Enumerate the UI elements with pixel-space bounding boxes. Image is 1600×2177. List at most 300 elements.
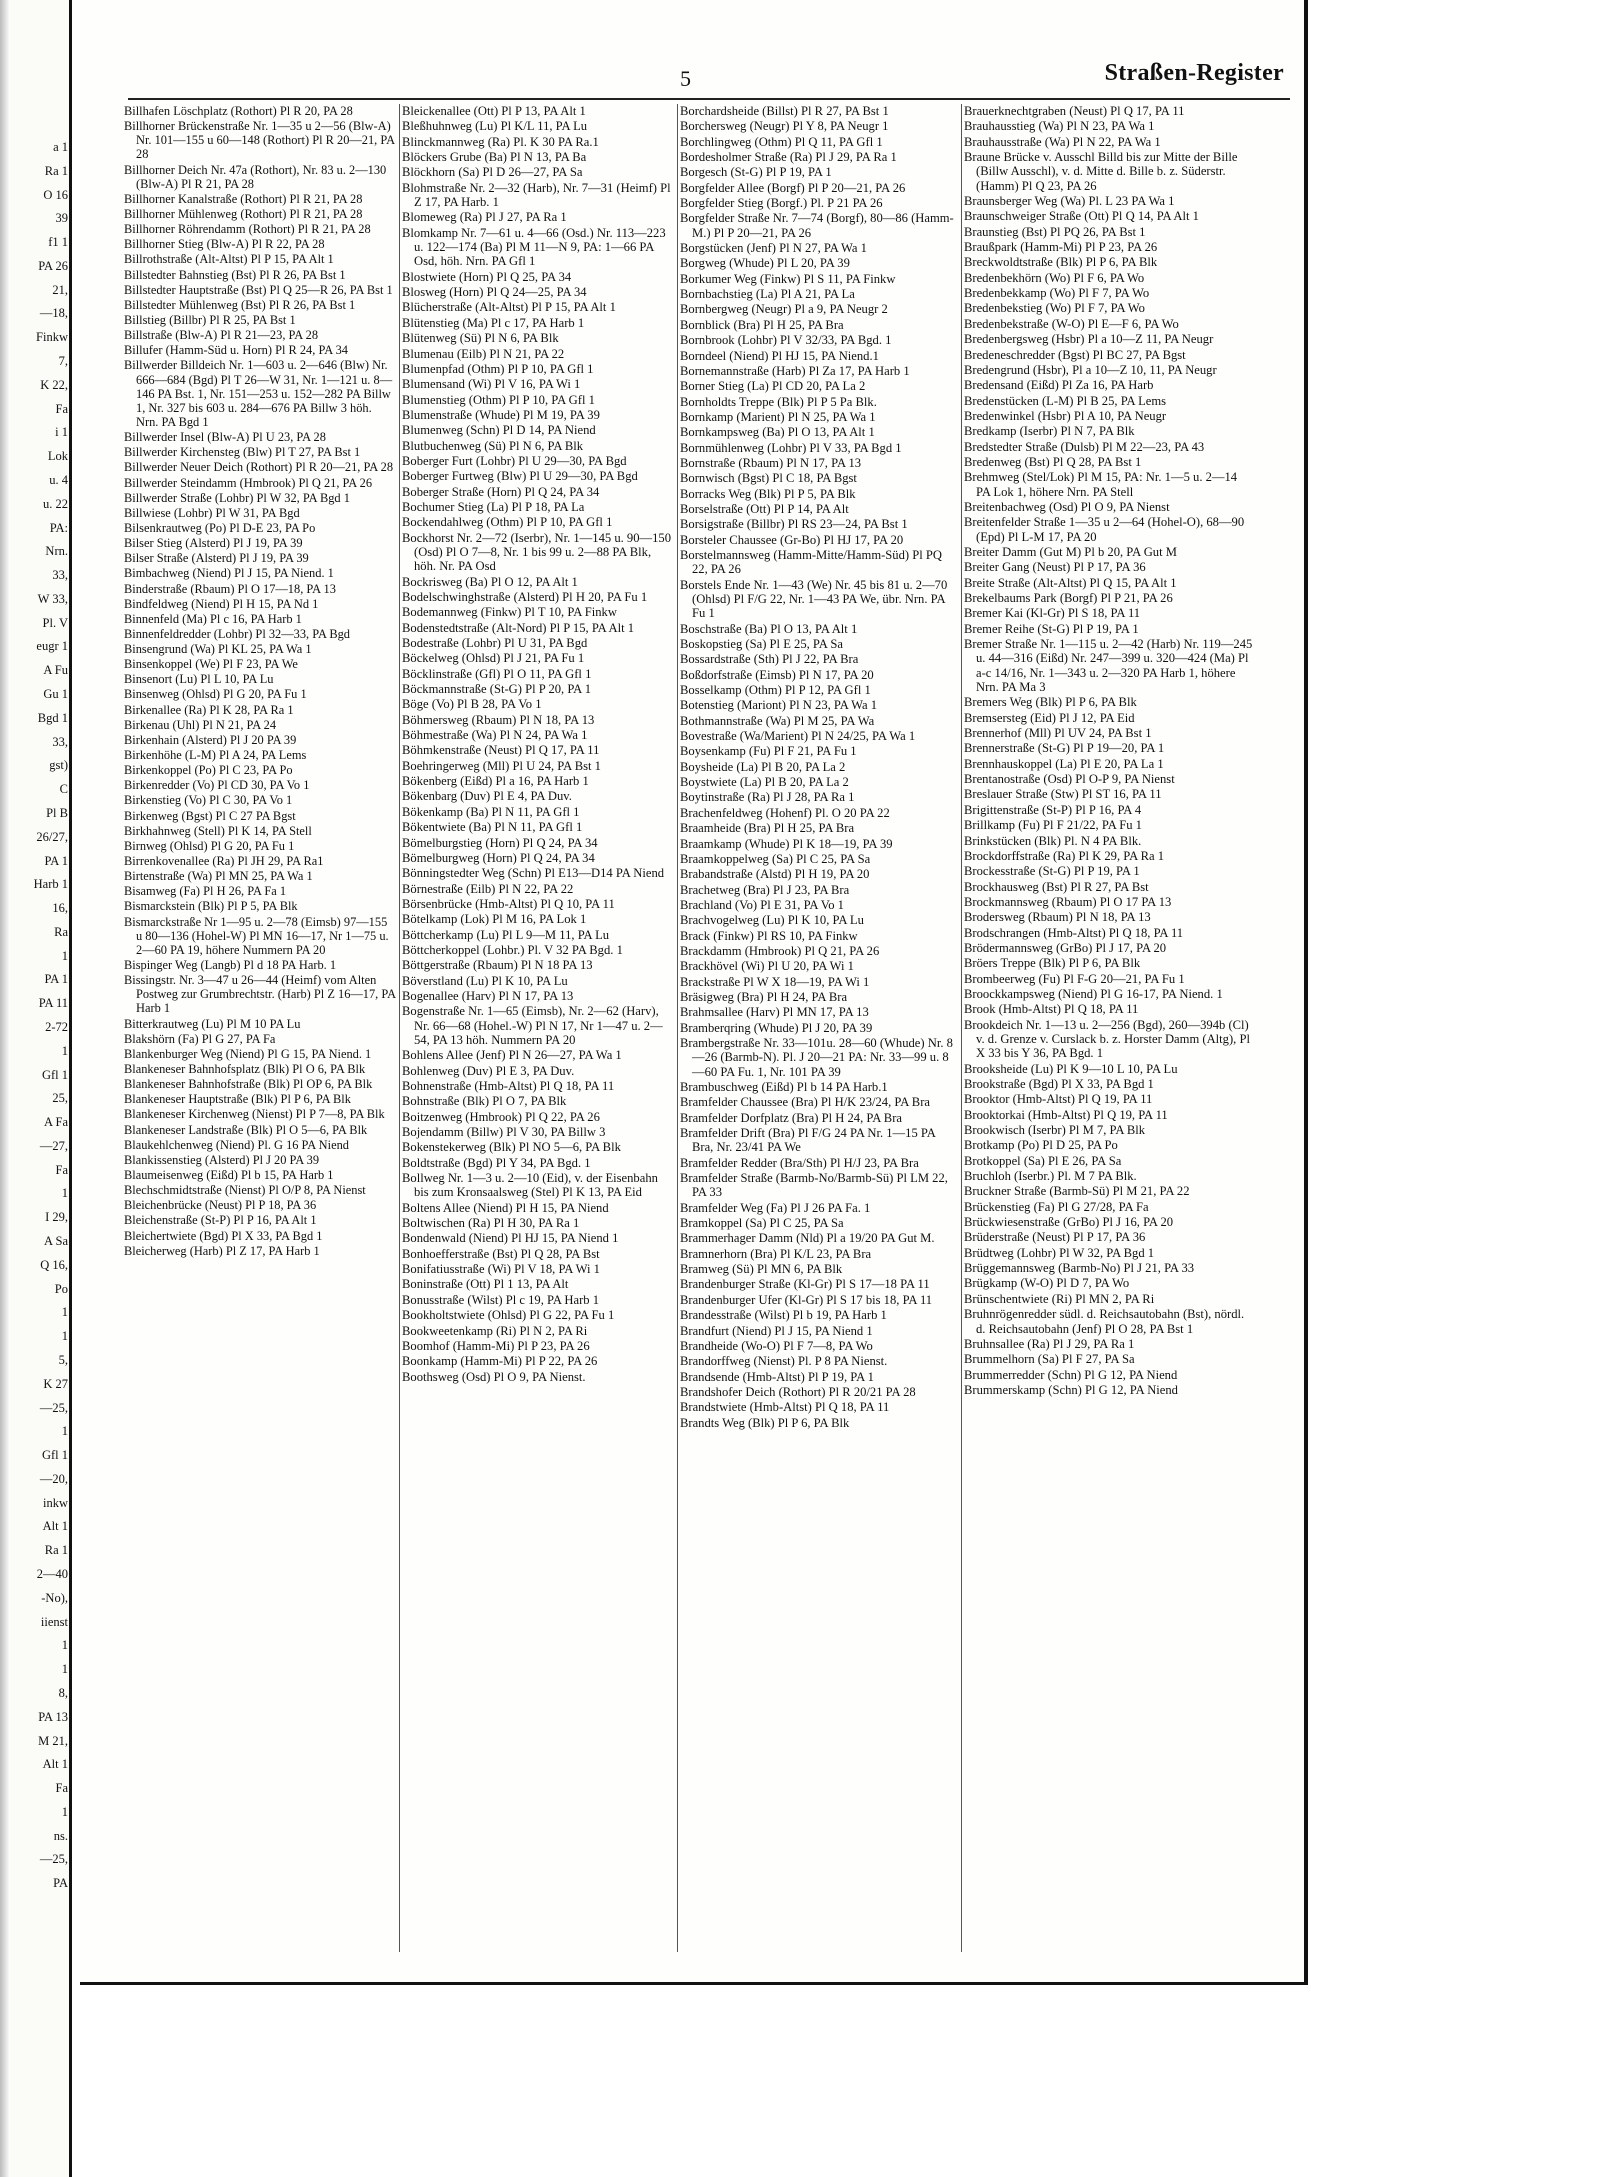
street-entry: Bornstraße (Rbaum) Pl N 17, PA 13 (680, 455, 862, 470)
adjacent-text-fragment: 2-72 (45, 1020, 68, 1034)
street-entry: Bleickenallee (Ott) Pl P 13, PA Alt 1 (402, 104, 586, 118)
adjacent-text-fragment: O 16 (43, 187, 68, 202)
street-entry: Boldtstraße (Bgd) Pl Y 34, PA Bgd. 1 (402, 1155, 591, 1170)
street-entry: Binsenkoppel (We) Pl F 23, PA We (124, 657, 298, 672)
street-entry: Braunschweiger Straße (Ott) Pl Q 14, PA Alt 1 (964, 209, 1199, 224)
adjacent-text-fragment: C (59, 782, 68, 797)
adjacent-text-fragment: Pl B (46, 805, 68, 820)
adjacent-text-fragment: —25, (39, 1400, 68, 1415)
street-entry: Böcklinstraße (Gfl) Pl O 11, PA Gfl 1 (402, 666, 592, 681)
street-entry: Borselstraße (Ott) Pl P 14, PA Alt (680, 501, 849, 516)
adjacent-text-fragment: inkw (43, 1495, 68, 1510)
adjacent-text-fragment: PA 1 (44, 972, 68, 987)
street-entry: Bornholdts Treppe (Blk) Pl P 5 Pa Blk. (680, 394, 877, 409)
street-entry: Brodersweg (Rbaum) Pl N 18, PA 13 (964, 910, 1151, 925)
street-entry: Blostwiete (Horn) Pl Q 25, PA 34 (402, 269, 572, 284)
street-entry: Brüderstraße (Neust) Pl P 17, PA 36 (964, 1230, 1146, 1245)
street-entry: Bossardstraße (Sth) Pl J 22, PA Bra (680, 652, 859, 667)
adjacent-text-fragment: Harb 1 (33, 877, 68, 892)
adjacent-text-fragment: Nrn. (45, 544, 68, 559)
street-entry: Blohmstraße Nr. 2—32 (Harb), Nr. 7—31 (Heimf) Pl Z 17, PA Harb. 1 (402, 180, 671, 210)
street-entry: Breitenbachweg (Osd) Pl O 9, PA Nienst (964, 499, 1170, 514)
street-entry: Blankeneser Bahnhofstraße (Blk) Pl OP 6, PA Blk (124, 1077, 373, 1092)
street-entry: Brachvogelweg (Lu) Pl K 10, PA Lu (680, 913, 864, 928)
adjacent-text-fragment: PA: (49, 520, 68, 535)
adjacent-text-fragment: PA 11 (38, 996, 68, 1011)
street-entry: Bönningstedter Weg (Schn) Pl E13—D14 PA Niend (402, 866, 665, 881)
street-entry: Brügkamp (W-O) Pl D 7, PA Wo (964, 1276, 1130, 1291)
street-entry: Borgesch (St-G) Pl P 19, PA 1 (680, 165, 832, 180)
adjacent-text-fragment: A Fu (43, 663, 68, 678)
street-entry: Bramnerhorn (Bra) Pl K/L 23, PA Bra (680, 1246, 872, 1261)
street-entry: Blumenstraße (Whude) Pl M 19, PA 39 (402, 407, 600, 422)
register-page (80, 0, 1308, 1985)
street-entry: Brodschrangen (Hmb-Altst) Pl Q 18, PA 11 (964, 925, 1184, 940)
street-entry: Bodelschwinghstraße (Alsterd) Pl H 20, PA Fu 1 (402, 590, 648, 604)
street-entry: Brauhausstraße (Wa) Pl N 22, PA Wa 1 (964, 134, 1161, 149)
binding-shadow (0, 0, 10, 2177)
street-entry: Bimbachweg (Niend) Pl J 15, PA Niend. 1 (124, 566, 334, 581)
street-entry: Bismarckstein (Blk) Pl P 5, PA Blk (124, 899, 298, 914)
street-entry: Borstelmannsweg (Hamm-Mitte/Hamm-Süd) Pl PQ 22, PA 26 (680, 547, 942, 577)
adjacent-text-fragment: u. 22 (43, 496, 68, 511)
street-entry: Brünschentwiete (Ri) Pl MN 2, PA Ri (964, 1291, 1155, 1306)
street-entry: Billwerder Billdeich Nr. 1—603 u. 2—646 (Blw) Nr. 666—684 (Bgd) Pl T 26—W 31, Nr. 1—121 u. 8—146 PA Bst. 1, Nr. 151—253 u. 152—282 PA Billw 1, Nr. 327 bis 603 u. 284—676 PA Billw 3 höh. Nrn. PA Bgd 1 (124, 358, 393, 429)
street-entry: Bleicherweg (Harb) Pl Z 17, PA Harb 1 (124, 1243, 320, 1258)
street-entry: Bogenallee (Harv) Pl N 17, PA 13 (402, 988, 574, 1003)
street-entry: Börnestraße (Eilb) Pl N 22, PA 22 (402, 881, 574, 896)
adjacent-text-fragment: PA 26 (38, 258, 68, 273)
street-entry: Borchersweg (Neugr) Pl Y 8, PA Neugr 1 (680, 119, 889, 134)
street-entry: Blumenstieg (Othm) Pl P 10, PA Gfl 1 (402, 392, 595, 407)
adjacent-text-fragment: W 33, (37, 591, 68, 606)
street-entry: Brandheide (Wo-O) Pl F 7—8, PA Wo (680, 1338, 873, 1353)
adjacent-text-fragment: 1 (61, 1329, 68, 1344)
adjacent-text-fragment: 16, (52, 901, 68, 916)
street-entry: Boßdorfstraße (Eimsb) Pl N 17, PA 20 (680, 667, 874, 682)
adjacent-text-fragment: —20, (39, 1471, 68, 1486)
street-entry: Bruchloh (Iserbr.) Pl. M 7 PA Blk. (964, 1169, 1137, 1184)
street-entry: Brüdtweg (Lohbr) Pl W 32, PA Bgd 1 (964, 1245, 1155, 1260)
street-entry: Brandenburger Straße (Kl-Gr) Pl S 17—18 PA 11 (680, 1277, 930, 1292)
street-entry: Billhafen Löschplatz (Rothort) Pl R 20, PA 28 (124, 104, 353, 118)
street-entry: Breiter Gang (Neust) Pl P 17, PA 36 (964, 560, 1146, 575)
street-entry: Blutbuchenweg (Sü) Pl N 6, PA Blk (402, 438, 584, 453)
street-entry: Billwerder Insel (Blw-A) Pl U 23, PA 28 (124, 430, 326, 445)
street-entry: Brackstraße Pl W X 18—19, PA Wi 1 (680, 974, 870, 989)
adjacent-text-fragment: 21, (52, 282, 68, 297)
street-entry: Böttgerstraße (Rbaum) Pl N 18 PA 13 (402, 958, 593, 973)
adjacent-text-fragment: Fa (55, 401, 68, 416)
adjacent-text-fragment: Q 16, (40, 1257, 68, 1272)
adjacent-text-fragment: Alt 1 (42, 1757, 68, 1772)
street-entry: Blütenweg (Sü) Pl N 6, PA Blk (402, 331, 559, 346)
street-entry: Brandstwiete (Hmb-Altst) Pl Q 18, PA 11 (680, 1400, 890, 1415)
street-entry: Brandshofer Deich (Rothort) Pl R 20/21 PA 28 (680, 1384, 916, 1399)
adjacent-text-fragment: 1 (61, 1662, 68, 1677)
street-entry: Borchardsheide (Billst) Pl R 27, PA Bst 1 (680, 104, 889, 118)
street-entry: Birkenkoppel (Po) Pl C 23, PA Po (124, 763, 293, 778)
street-entry: Billstedter Bahnstieg (Bst) Pl R 26, PA Bst 1 (124, 267, 346, 282)
adjacent-text-fragment: Ra 1 (44, 163, 68, 178)
street-entry: Bökentwiete (Ba) Pl N 11, PA Gfl 1 (402, 820, 583, 835)
adjacent-text-fragment: Finkw (36, 330, 68, 345)
street-entry: Brinkstücken (Blk) Pl. N 4 PA Blk. (964, 833, 1142, 848)
street-entry: Boberger Furt (Lohbr) Pl U 29—30, PA Bgd (402, 453, 627, 468)
street-entry: Bilsenkrautweg (Po) Pl D-E 23, PA Po (124, 520, 316, 535)
street-entry: Bojendamm (Billw) Pl V 30, PA Billw 3 (402, 1125, 606, 1140)
street-entry: Blöckers Grube (Ba) Pl N 13, PA Ba (402, 150, 587, 165)
street-entry: Bredenweg (Bst) Pl Q 28, PA Bst 1 (964, 454, 1142, 469)
street-entry: Blomkamp Nr. 7—61 u. 4—66 (Osd.) Nr. 113—223 u. 122—174 (Ba) Pl M 11—N 9, PA: 1—66 PA Osd, höh. Nrn. PA Gfl 1 (402, 225, 666, 269)
street-entry: Brooktor (Hmb-Altst) Pl Q 19, PA 11 (964, 1092, 1153, 1107)
street-entry: Breitenfelder Straße 1—35 u 2—64 (Hohel-O), 68—90 (Epd) Pl L-M 17, PA 20 (964, 515, 1245, 544)
street-entry: Birkenhain (Alsterd) Pl J 20 PA 39 (124, 732, 297, 747)
adjacent-text-fragment: PA (53, 1876, 68, 1891)
street-entry: Borstels Ende Nr. 1—43 (We) Nr. 45 bis 81 u. 2—70 (Ohlsd) Pl F/G 22, Nr. 1—43 PA We, übr. Nrn. PA Fu 1 (680, 577, 948, 621)
adjacent-text-fragment: Pl. V (42, 615, 68, 630)
street-entry: Brookstraße (Bgd) Pl X 33, PA Bgd 1 (964, 1077, 1154, 1091)
adjacent-text-fragment: 1 (61, 1043, 68, 1058)
street-entry: Bodemannweg (Finkw) Pl T 10, PA Finkw (402, 605, 617, 620)
street-entry: Blütenstieg (Ma) Pl c 17, PA Harb 1 (402, 315, 585, 330)
street-entry: Bornwisch (Bgst) Pl C 18, PA Bgst (680, 471, 857, 486)
street-entry: Braamkamp (Whude) Pl K 18—19, PA 39 (680, 836, 893, 851)
street-entry: Bismarckstraße Nr 1—95 u. 2—78 (Eimsb) 97—155 u 80—136 (Hohel-W) Pl MN 16—17, Nr 1—75 u. 2—60 PA 19, höhere Nummern PA 20 (124, 914, 389, 957)
street-entry: Bruhnrögenredder südl. d. Reichsautobahn (Bst), nördl. d. Reichsautobahn (Jenf) Pl O 28, PA Bst 1 (964, 1307, 1245, 1336)
street-entry: Broockkampsweg (Niend) Pl G 16-17, PA Niend. 1 (964, 986, 1223, 1001)
street-entry: Bleichenstraße (St-P) Pl P 16, PA Alt 1 (124, 1213, 317, 1228)
adjacent-text-fragment: 1 (61, 948, 68, 963)
street-entry: Brambuschweg (Eißd) Pl b 14 PA Harb.1 (680, 1080, 888, 1094)
street-entry: Birkhahnweg (Stell) Pl K 14, PA Stell (124, 823, 312, 838)
street-entry: Borsteler Chaussee (Gr-Bo) Pl HJ 17, PA 20 (680, 532, 904, 547)
street-entry: Bremers Weg (Blk) Pl P 6, PA Blk (964, 695, 1137, 710)
street-entry: Blankeneser Landstraße (Blk) Pl O 5—6, PA Blk (124, 1122, 368, 1137)
adjacent-text-fragment: I 29, (45, 1210, 68, 1225)
street-entry: Böckmannstraße (St-G) Pl P 20, PA 1 (402, 682, 592, 697)
street-entry: Bramfelder Drift (Bra) Pl F/G 24 PA Nr. 1—15 PA Bra, Nr. 23/41 PA We (680, 1126, 936, 1155)
street-entry: Breslauer Straße (Stw) Pl ST 16, PA 11 (964, 787, 1162, 802)
street-entry: Brookdeich Nr. 1—13 u. 2—256 (Bgd), 260—394b (Cl) v. d. Grenze v. Curslack b. z. Horster Damm (Altg), Pl X 33 bis Y 36, PA Bgd. 1 (964, 1017, 1250, 1061)
column-divider (399, 104, 400, 1952)
street-entry: Boytinstraße (Ra) Pl J 28, PA Ra 1 (680, 790, 855, 805)
adjacent-text-fragment: —25, (39, 1852, 68, 1867)
street-entry: Boystwiete (La) Pl B 20, PA La 2 (680, 775, 849, 790)
street-entry: Bredenbekstraße (W-O) Pl E—F 6, PA Wo (964, 316, 1179, 331)
street-entry: Bremer Kai (Kl-Gr) Pl S 18, PA 11 (964, 606, 1141, 621)
street-entry: Brooksheide (Lu) Pl K 9—10 L 10, PA Lu (964, 1061, 1178, 1076)
street-entry: Bockhorst Nr. 2—72 (Iserbr), Nr. 1—145 u. 90—150 (Osd) Pl O 7—8, Nr. 1 bis 99 u. 2—88 PA Blk, höh. Nr. PA Osd (402, 530, 671, 574)
street-entry: Brandenburger Ufer (Kl-Gr) Pl S 17 bis 18, PA 11 (680, 1292, 933, 1307)
adjacent-text-fragment: M 21, (38, 1733, 68, 1748)
street-entry: Boninstraße (Ott) Pl 1 13, PA Alt (402, 1277, 569, 1292)
street-entry: Böttcherkamp (Lu) Pl L 9—M 11, PA Lu (402, 927, 610, 942)
street-entry: Billhorner Röhrendamm (Rothort) Pl R 21, PA 28 (124, 222, 371, 237)
street-entry: Brookwisch (Iserbr) Pl M 7, PA Blk (964, 1123, 1146, 1138)
street-entry: Braamheide (Bra) Pl H 25, PA Bra (680, 821, 855, 836)
street-entry: Bornbrook (Lohbr) Pl V 32/33, PA Bgd. 1 (680, 333, 892, 348)
street-entry: Borracks Weg (Blk) Pl P 5, PA Blk (680, 486, 856, 501)
street-entry: Bisamweg (Fa) Pl H 26, PA Fa 1 (124, 884, 287, 899)
street-entry: Breiter Damm (Gut M) Pl b 20, PA Gut M (964, 544, 1177, 559)
street-entry: Birtenstraße (Wa) Pl MN 25, PA Wa 1 (124, 869, 313, 884)
street-entry: Binsenweg (Ohlsd) Pl G 20, PA Fu 1 (124, 687, 307, 702)
adjacent-text-fragment: 1 (61, 1186, 68, 1201)
street-entry: Brambergstraße Nr. 33—101u. 28—60 (Whude) Nr. 8—26 (Barmb-N). Pl. J 20—21 PA: Nr. 33—99 u. 8—60 PA Fu. 1, Nr. 101 PA 39 (680, 1035, 953, 1079)
street-entry: Bredenbekstieg (Wo) Pl F 7, PA Wo (964, 301, 1145, 316)
street-entry: Bornblick (Bra) Pl H 25, PA Bra (680, 317, 844, 332)
street-entry: Billhorner Deich Nr. 47a (Rothort), Nr. 83 u. 2—130 (Blw-A) Pl R 21, PA 28 (124, 162, 387, 191)
street-entry: Borgweg (Whude) Pl L 20, PA 39 (680, 256, 850, 271)
register-column-2 (402, 104, 674, 1954)
street-entry: Bohnenstraße (Hmb-Altst) Pl Q 18, PA 11 (402, 1079, 615, 1093)
street-entry: Bornbachstieg (La) Pl A 21, PA La (680, 287, 855, 302)
street-entry: Brauhausstieg (Wa) Pl N 23, PA Wa 1 (964, 119, 1155, 134)
street-entry: Brooktorkai (Hmb-Altst) Pl Q 19, PA 11 (964, 1107, 1168, 1122)
street-entry: Billwerder Straße (Lohbr) Pl W 32, PA Bgd 1 (124, 490, 350, 505)
street-entry: Brammerhager Damm (Nld) Pl a 19/20 PA Gut M. (680, 1231, 935, 1246)
street-entry: Boysheide (La) Pl B 20, PA La 2 (680, 759, 846, 774)
street-entry: Bothmannstraße (Wa) Pl M 25, PA Wa (680, 713, 875, 728)
street-entry: Bonusstraße (Wilst) Pl c 19, PA Harb 1 (402, 1292, 600, 1307)
street-entry: Boothsweg (Osd) Pl O 9, PA Nienst. (402, 1369, 586, 1384)
street-entry: Brotkoppel (Sa) Pl E 26, PA Sa (964, 1153, 1122, 1168)
street-entry: Bramweg (Sü) Pl MN 6, PA Blk (680, 1262, 843, 1277)
street-entry: Bredkamp (Iserbr) Pl N 7, PA Blk (964, 424, 1135, 439)
street-entry: Bredstedter Straße (Dulsb) Pl M 22—23, PA 43 (964, 439, 1205, 454)
adjacent-text-fragment: 8, (58, 1685, 68, 1700)
street-entry: Bosselkamp (Othm) Pl P 12, PA Gfl 1 (680, 683, 871, 698)
street-entry: Brennerhof (Mll) Pl UV 24, PA Bst 1 (964, 726, 1152, 741)
street-entry: Brachland (Vo) Pl E 31, PA Vo 1 (680, 897, 844, 912)
street-entry: Birkenweg (Bgst) Pl C 27 PA Bgst (124, 808, 296, 823)
adjacent-text-fragment: —27, (39, 1138, 68, 1153)
street-entry: Bornbergweg (Neugr) Pl a 9, PA Neugr 2 (680, 302, 888, 317)
street-entry: Brockdorffstraße (Ra) Pl K 29, PA Ra 1 (964, 848, 1165, 863)
street-entry: Bovestraße (Wa/Marient) Pl N 24/25, PA Wa 1 (680, 729, 916, 744)
street-entry: Brauerknechtgraben (Neust) Pl Q 17, PA 11 (964, 104, 1185, 118)
street-entry: Bleichertwiete (Bgd) Pl X 33, PA Bgd 1 (124, 1228, 323, 1243)
street-entry: Billstedter Hauptstraße (Bst) Pl Q 25—R 26, PA Bst 1 (124, 282, 393, 297)
street-entry: Bissingstr. Nr. 3—47 u 26—44 (Heimf) vom Alten Postweg zur Grumbrechtstr. (Harb) Pl Z 16—17, PA Harb 1 (124, 973, 396, 1016)
street-entry: Braunsberger Weg (Wa) Pl. L 23 PA Wa 1 (964, 194, 1175, 209)
street-entry: Boberger Straße (Horn) Pl Q 24, PA 34 (402, 484, 600, 499)
adjacent-text-fragment: Alt 1 (42, 1519, 68, 1534)
street-entry: Brentanostraße (Osd) Pl O-P 9, PA Nienst (964, 772, 1175, 787)
adjacent-text-fragment: ns. (53, 1828, 68, 1843)
street-entry: Brombeerweg (Fu) Pl F-G 20—21, PA Fu 1 (964, 971, 1185, 986)
street-entry: Brabandstraße (Alstd) Pl H 19, PA 20 (680, 867, 870, 882)
street-entry: Birkenstieg (Vo) Pl C 30, PA Vo 1 (124, 793, 293, 808)
street-entry: Boskopstieg (Sa) Pl E 25, PA Sa (680, 637, 843, 652)
adjacent-text-fragment: A Fa (44, 1115, 68, 1130)
street-entry: Bötelkamp (Lok) Pl M 16, PA Lok 1 (402, 912, 587, 927)
street-entry: Binnenfeld (Ma) Pl c 16, PA Harb 1 (124, 611, 302, 626)
adjacent-text-fragment: K 27 (43, 1376, 68, 1391)
street-entry: Brückenstieg (Fa) Pl G 27/28, PA Fa (964, 1199, 1149, 1214)
street-entry: Botenstieg (Mariont) Pl N 23, PA Wa 1 (680, 698, 877, 713)
street-entry: Birrenkovenallee (Ra) Pl JH 29, PA Ra1 (124, 854, 324, 869)
street-entry: Brackdamm (Hmbrook) Pl Q 21, PA 26 (680, 943, 880, 958)
street-entry: Billhorner Kanalstraße (Rothort) Pl R 21, PA 28 (124, 191, 363, 206)
street-entry: Blaukehlchenweg (Niend) Pl. G 16 PA Niend (124, 1137, 349, 1152)
street-entry: Bohlens Allee (Jenf) Pl N 26—27, PA Wa 1 (402, 1048, 622, 1063)
street-entry: Borgfelder Straße Nr. 7—74 (Borgf), 80—86 (Hamm-M.) Pl P 20—21, PA 26 (680, 211, 954, 240)
adjacent-text-fragment: f1 1 (48, 235, 68, 250)
street-entry: Bockrisweg (Ba) Pl O 12, PA Alt 1 (402, 574, 578, 589)
street-entry: Birkenredder (Vo) Pl CD 30, PA Vo 1 (124, 778, 310, 793)
street-entry: Brandfurt (Niend) Pl J 15, PA Niend 1 (680, 1323, 873, 1338)
street-entry: Boehringerweg (Mll) Pl U 24, PA Bst 1 (402, 758, 601, 773)
register-column-3 (680, 104, 958, 1954)
street-entry: Brummelhorn (Sa) Pl F 27, PA Sa (964, 1352, 1135, 1367)
page-number: 5 (680, 66, 691, 91)
street-entry: Billhorner Mühlenweg (Rothort) Pl R 21, PA 28 (124, 206, 363, 221)
street-entry: Bredenstücken (L-M) Pl B 25, PA Lems (964, 393, 1167, 408)
street-entry: Bindfeldweg (Niend) Pl H 15, PA Nd 1 (124, 596, 319, 611)
street-entry: Bruhnsallee (Ra) Pl J 29, PA Ra 1 (964, 1336, 1135, 1351)
street-entry: Bömelburgstieg (Horn) Pl Q 24, PA 34 (402, 835, 598, 850)
street-entry: Birkenhöhe (L-M) Pl A 24, PA Lems (124, 748, 307, 763)
street-entry: Böhmestraße (Wa) Pl N 24, PA Wa 1 (402, 728, 588, 743)
street-entry: Bramkoppel (Sa) Pl C 25, PA Sa (680, 1216, 844, 1231)
adjacent-text-fragment: 1 (61, 1804, 68, 1819)
street-entry: Blakshörn (Fa) Pl G 27, PA Fa (124, 1031, 276, 1046)
street-entry: Bleichenbrücke (Neust) Pl P 18, PA 36 (124, 1198, 317, 1213)
street-entry: Brehmweg (Stel/Lok) Pl M 15, PA: Nr. 1—5 u. 2—14 PA Lok 1, höhere Nrn. PA Stell (964, 470, 1238, 499)
street-entry: Billwerder Steindamm (Hmbrook) Pl Q 21, PA 26 (124, 475, 373, 490)
street-entry: Blumenau (Eilb) Pl N 21, PA 22 (402, 346, 565, 361)
street-entry: Boschstraße (Ba) Pl O 13, PA Alt 1 (680, 621, 858, 636)
adjacent-text-fragment: Po (54, 1281, 68, 1296)
street-entry: Bramfelder Dorfplatz (Bra) Pl H 24, PA Bra (680, 1110, 902, 1125)
street-entry: Bookweetenkamp (Ri) Pl N 2, PA Ri (402, 1323, 588, 1338)
adjacent-text-fragment: iienst (40, 1614, 68, 1629)
adjacent-text-fragment: u. 4 (49, 472, 68, 487)
street-entry: Billwerder Kirchensteg (Blw) Pl T 27, PA Bst 1 (124, 445, 361, 460)
street-entry: Brandorffweg (Nienst) Pl. P 8 PA Nienst. (680, 1354, 888, 1369)
street-entry: Bookholtstwiete (Ohlsd) Pl G 22, PA Fu 1 (402, 1308, 615, 1323)
street-entry: Bokenstekerweg (Blk) Pl NO 5—6, PA Blk (402, 1140, 621, 1155)
street-entry: Bramfelder Chaussee (Bra) Pl H/K 23/24, PA Bra (680, 1095, 930, 1110)
adjacent-text-fragment: Ra 1 (44, 1543, 68, 1558)
street-entry: Böckelweg (Ohlsd) Pl J 21, PA Fu 1 (402, 651, 585, 666)
street-entry: Bredenbergsweg (Hsbr) Pl a 10—Z 11, PA Neugr (964, 332, 1214, 347)
street-entry: Bilser Straße (Alsterd) Pl J 19, PA 39 (124, 551, 309, 566)
street-entry: Börsenbrücke (Hmb-Altst) Pl Q 10, PA 11 (402, 896, 615, 911)
register-column-4 (964, 104, 1254, 1954)
street-entry: Brummerskamp (Schn) Pl G 12, PA Niend (964, 1382, 1178, 1397)
street-entry: Billstraße (Blw-A) Pl R 21—23, PA 28 (124, 328, 319, 343)
adjacent-text-fragment: 33, (52, 568, 68, 583)
street-entry: Brandsende (Hmb-Altst) Pl P 19, PA 1 (680, 1369, 874, 1384)
adjacent-text-fragment: Lok (47, 449, 68, 464)
adjacent-text-fragment: 1 (61, 1424, 68, 1439)
adjacent-text-fragment: Fa (55, 1162, 68, 1177)
street-entry: Boltwischen (Ra) Pl H 30, PA Ra 1 (402, 1216, 580, 1231)
street-entry: Blechschmidtstraße (Nienst) Pl O/P 8, PA Nienst (124, 1183, 366, 1198)
street-entry: Bodenstedtstraße (Alt-Nord) Pl P 15, PA Alt 1 (402, 620, 635, 635)
street-entry: Brockmannsweg (Rbaum) Pl O 17 PA 13 (964, 894, 1172, 909)
adjacent-page-strip (0, 0, 72, 2177)
street-entry: Böttcherkoppel (Lohbr.) Pl. V 32 PA Bgd. 1 (402, 942, 623, 957)
street-entry: Borchlingweg (Othm) Pl Q 11, PA Gfl 1 (680, 134, 883, 149)
street-entry: Bramfelder Redder (Bra/Sth) Pl H/J 23, PA Bra (680, 1155, 919, 1170)
street-entry: Böhmkenstraße (Neust) Pl Q 17, PA 11 (402, 743, 600, 758)
street-entry: Bremer Straße Nr. 1—115 u. 2—42 (Harb) Nr. 119—245 u. 44—316 (Eißd) Nr. 247—399 u. 320—424 (Ma) Pl a-c 14/16, Nr. 1—343 u. 2—320 PA Harb 1, höhere Nrn. PA Ma 3 (964, 637, 1253, 695)
street-entry: Bockendahlweg (Othm) Pl P 10, PA Gfl 1 (402, 515, 613, 530)
street-entry: Boonkamp (Hamm-Mi) Pl P 22, PA 26 (402, 1354, 598, 1369)
street-entry: Brockesstraße (St-G) Pl P 19, PA 1 (964, 864, 1140, 879)
street-entry: Bökenbarg (Duv) Pl E 4, PA Duv. (402, 789, 572, 804)
adjacent-text-fragment: i 1 (55, 425, 68, 440)
header-rule (128, 98, 1290, 100)
street-entry: Brillkamp (Fu) Pl F 21/22, PA Fu 1 (964, 818, 1142, 833)
street-entry: Bramfelder Weg (Fa) Pl J 26 PA Fa. 1 (680, 1200, 871, 1215)
street-entry: Billhorner Stieg (Blw-A) Pl R 22, PA 28 (124, 237, 325, 252)
street-entry: Brahmsallee (Harv) Pl MN 17, PA 13 (680, 1005, 869, 1020)
street-entry: Birkenau (Uhl) Pl N 21, PA 24 (124, 717, 277, 732)
street-entry: Böhmersweg (Rbaum) Pl N 18, PA 13 (402, 712, 595, 727)
street-entry: Boltens Allee (Niend) Pl H 15, PA Niend (402, 1200, 609, 1215)
street-entry: Braunstieg (Bst) Pl PQ 26, PA Bst 1 (964, 224, 1146, 239)
street-entry: Bogenstraße Nr. 1—65 (Eimsb), Nr. 2—62 (Harv), Nr. 66—68 (Hohel.-W) Pl N 17, Nr 1—47 u. 2—54, PA 13 höh. Nummern PA 20 (402, 1004, 663, 1047)
street-entry: Braußpark (Hamm-Mi) Pl P 23, PA 26 (964, 240, 1158, 255)
adjacent-text-fragment: gst) (49, 758, 68, 773)
street-entry: Bökenkamp (Ba) Pl N 11, PA Gfl 1 (402, 804, 580, 819)
street-entry: Brandesstraße (Wilst) Pl b 19, PA Harb 1 (680, 1308, 887, 1323)
street-entry: Binsengrund (Wa) Pl KL 25, PA Wa 1 (124, 642, 312, 657)
street-entry: Boysenkamp (Fu) Pl F 21, PA Fu 1 (680, 744, 857, 759)
street-entry: Boberger Furtweg (Blw) Pl U 29—30, PA Bgd (402, 469, 638, 484)
street-entry: Billstieg (Billbr) Pl R 25, PA Bst 1 (124, 312, 296, 327)
adjacent-text-fragment: PA 13 (38, 1709, 68, 1724)
street-entry: Bruckner Straße (Barmb-Sü) Pl M 21, PA 22 (964, 1184, 1190, 1199)
street-entry: Billstedter Mühlenweg (Bst) Pl R 26, PA Bst 1 (124, 297, 356, 312)
street-entry: Borgfelder Stieg (Borgf.) Pl. P 21 PA 26 (680, 196, 883, 211)
street-entry: Brachenfeldweg (Hohenf) Pl. O 20 PA 22 (680, 805, 890, 820)
street-entry: Birnweg (Ohlsd) Pl G 20, PA Fu 1 (124, 838, 295, 853)
street-entry: Brotkamp (Po) Pl D 25, PA Po (964, 1138, 1118, 1153)
street-entry: Breite Straße (Alt-Altst) Pl Q 15, PA Alt 1 (964, 575, 1177, 590)
street-entry: Brack (Finkw) Pl RS 10, PA Finkw (680, 928, 858, 943)
street-entry: Blankeneser Hauptstraße (Blk) Pl P 6, PA Blk (124, 1092, 351, 1107)
street-entry: Bredenwinkel (Hsbr) Pl A 10, PA Neugr (964, 408, 1167, 423)
street-entry: Blöckhorn (Sa) Pl D 26—27, PA Sa (402, 165, 583, 180)
street-entry: Brummerredder (Schn) Pl G 12, PA Niend (964, 1367, 1178, 1382)
adjacent-text-fragment: Fa (55, 1781, 68, 1796)
street-entry: Brüggemannsweg (Barmb-No) Pl J 21, PA 33 (964, 1261, 1195, 1276)
street-entry: Bökenberg (Eißd) Pl a 16, PA Harb 1 (402, 774, 589, 789)
street-entry: Brackhövel (Wi) Pl U 20, PA Wi 1 (680, 959, 854, 974)
street-entry: Billhorner Brückenstraße Nr. 1—35 u 2—56 (Blw-A) Nr. 101—155 u 60—148 (Rothort) Pl R 20—21, PA 28 (124, 119, 395, 162)
street-entry: Blücherstraße (Alt-Altst) Pl P 15, PA Alt 1 (402, 300, 616, 315)
street-entry: Bondenwald (Niend) Pl HJ 15, PA Niend 1 (402, 1231, 619, 1246)
adjacent-text-fragment: eugr 1 (36, 639, 68, 654)
street-entry: Blankeneser Bahnhofsplatz (Blk) Pl O 6, PA Blk (124, 1062, 366, 1076)
street-entry: Bornkamp (Marient) Pl N 25, PA Wa 1 (680, 409, 876, 424)
street-entry: Bispinger Weg (Langb) Pl d 18 PA Harb. 1 (124, 958, 337, 973)
street-entry: Bonhoefferstraße (Bst) Pl Q 28, PA Bst (402, 1246, 600, 1261)
street-entry: Bräsigweg (Bra) Pl H 24, PA Bra (680, 989, 848, 1004)
street-entry: Brook (Hmb-Altst) Pl Q 18, PA 11 (964, 1002, 1139, 1017)
street-entry: Binnenfeldredder (Lohbr) Pl 32—33, PA Bgd (124, 626, 350, 641)
column-divider (961, 104, 962, 1952)
street-entry: Blankeneser Kirchenweg (Nienst) Pl P 7—8, PA Blk (124, 1107, 385, 1122)
column-divider (677, 104, 678, 1952)
street-entry: Billufer (Hamm-Süd u. Horn) Pl R 24, PA 34 (124, 343, 348, 358)
